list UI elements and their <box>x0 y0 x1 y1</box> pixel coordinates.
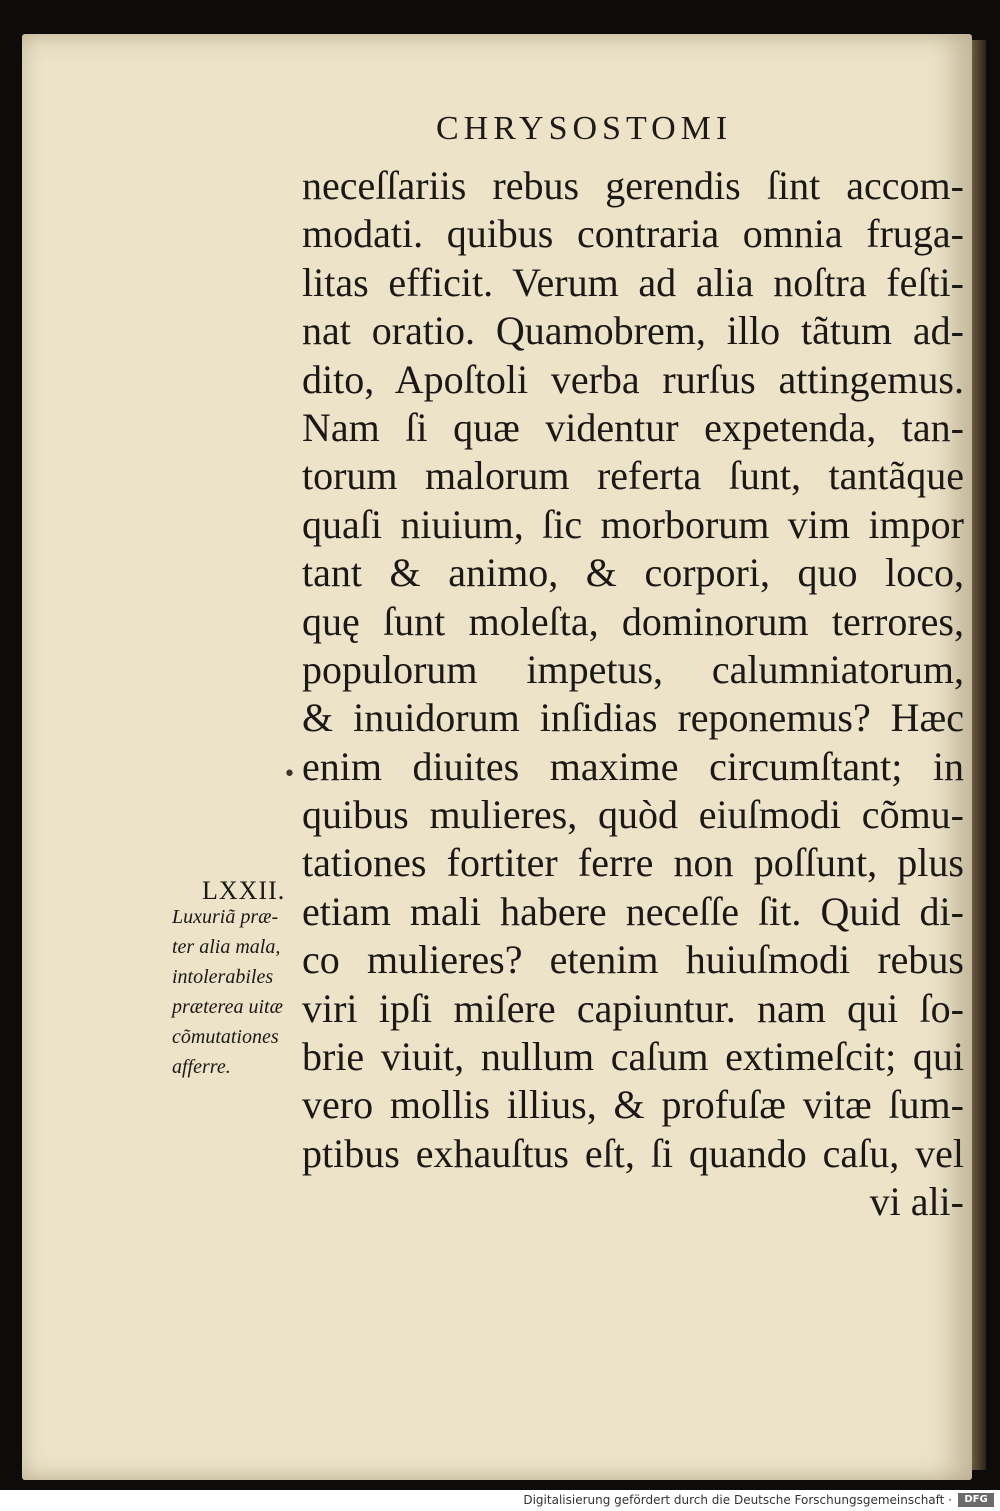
margin-number: LXXII. <box>202 876 286 905</box>
text-line: tant & animo, & corpori, quo loco, <box>302 550 964 596</box>
text-line: quaſi niuium, ſic morborum vim impor <box>302 501 964 547</box>
catchword: vi ali- <box>869 1179 964 1225</box>
text-line: ptibus exhauſtus eſt, ſi quando caſu, vel <box>302 1130 964 1176</box>
text-line: litas efficit. Verum ad alia noſtra feſti- <box>302 259 964 305</box>
text-line: populorum impetus, calumniatorum, <box>302 646 964 692</box>
text-line: Nam ſi quæ videntur expetenda, tan- <box>302 404 964 450</box>
text-line: dito, Apoſtoli verba rurſus attingemus. <box>302 356 964 402</box>
text-line: quibus mulieres, quòd eiuſmodi cõmu- <box>302 792 964 838</box>
page-edge <box>972 40 986 1470</box>
margin-dot: • <box>283 762 296 787</box>
body-text <box>302 162 964 1227</box>
text-line: modati. quibus contraria omnia fruga- <box>302 211 964 257</box>
dfg-logo: DFG <box>958 1493 994 1507</box>
text-line: co mulieres? etenim huiuſmodi rebus <box>302 937 964 983</box>
margin-note-line: afferre. <box>172 1056 231 1078</box>
text-line: torum malorum referta ſunt, tantãque <box>302 453 964 499</box>
text-line: & inuidorum inſidias reponemus? Hæc <box>302 695 964 741</box>
text-line: viri ipſi miſere capiuntur. nam qui ſo- <box>302 985 964 1031</box>
margin-note-line: cõmutationes <box>172 1026 279 1048</box>
footer-bar <box>0 1490 1000 1511</box>
text-line: brie viuit, nullum caſum extimeſcit; qui <box>302 1034 964 1080</box>
margin-note-line: præterea uitæ <box>172 996 283 1018</box>
margin-note-line: intolerabiles <box>172 966 274 988</box>
margin-note-line: Luxuriã præ- <box>172 906 279 928</box>
text-line: nat oratio. Quamobrem, illo tãtum ad- <box>302 308 964 354</box>
text-line: quę ſunt moleſta, dominorum terrores, <box>302 598 964 644</box>
text-line: tationes fortiter ferre non poſſunt, plus <box>302 840 964 886</box>
text-line: enim diuites maxime circumſtant; in <box>302 743 964 789</box>
margin-note <box>172 902 312 1082</box>
text-line: etiam mali habere neceſſe ſit. Quid di- <box>302 888 964 934</box>
text-line: neceſſariis rebus gerendis ſint accom- <box>302 163 964 208</box>
running-head: CHRYSOSTOMI <box>436 110 733 147</box>
text-line: vero mollis illius, & profuſæ vitæ ſum- <box>302 1082 964 1128</box>
funding-credit: Digitalisierung gefördert durch die Deutsche Forschungsgemeinschaft · <box>523 1493 952 1507</box>
margin-note-line: ter alia mala, <box>172 936 281 958</box>
